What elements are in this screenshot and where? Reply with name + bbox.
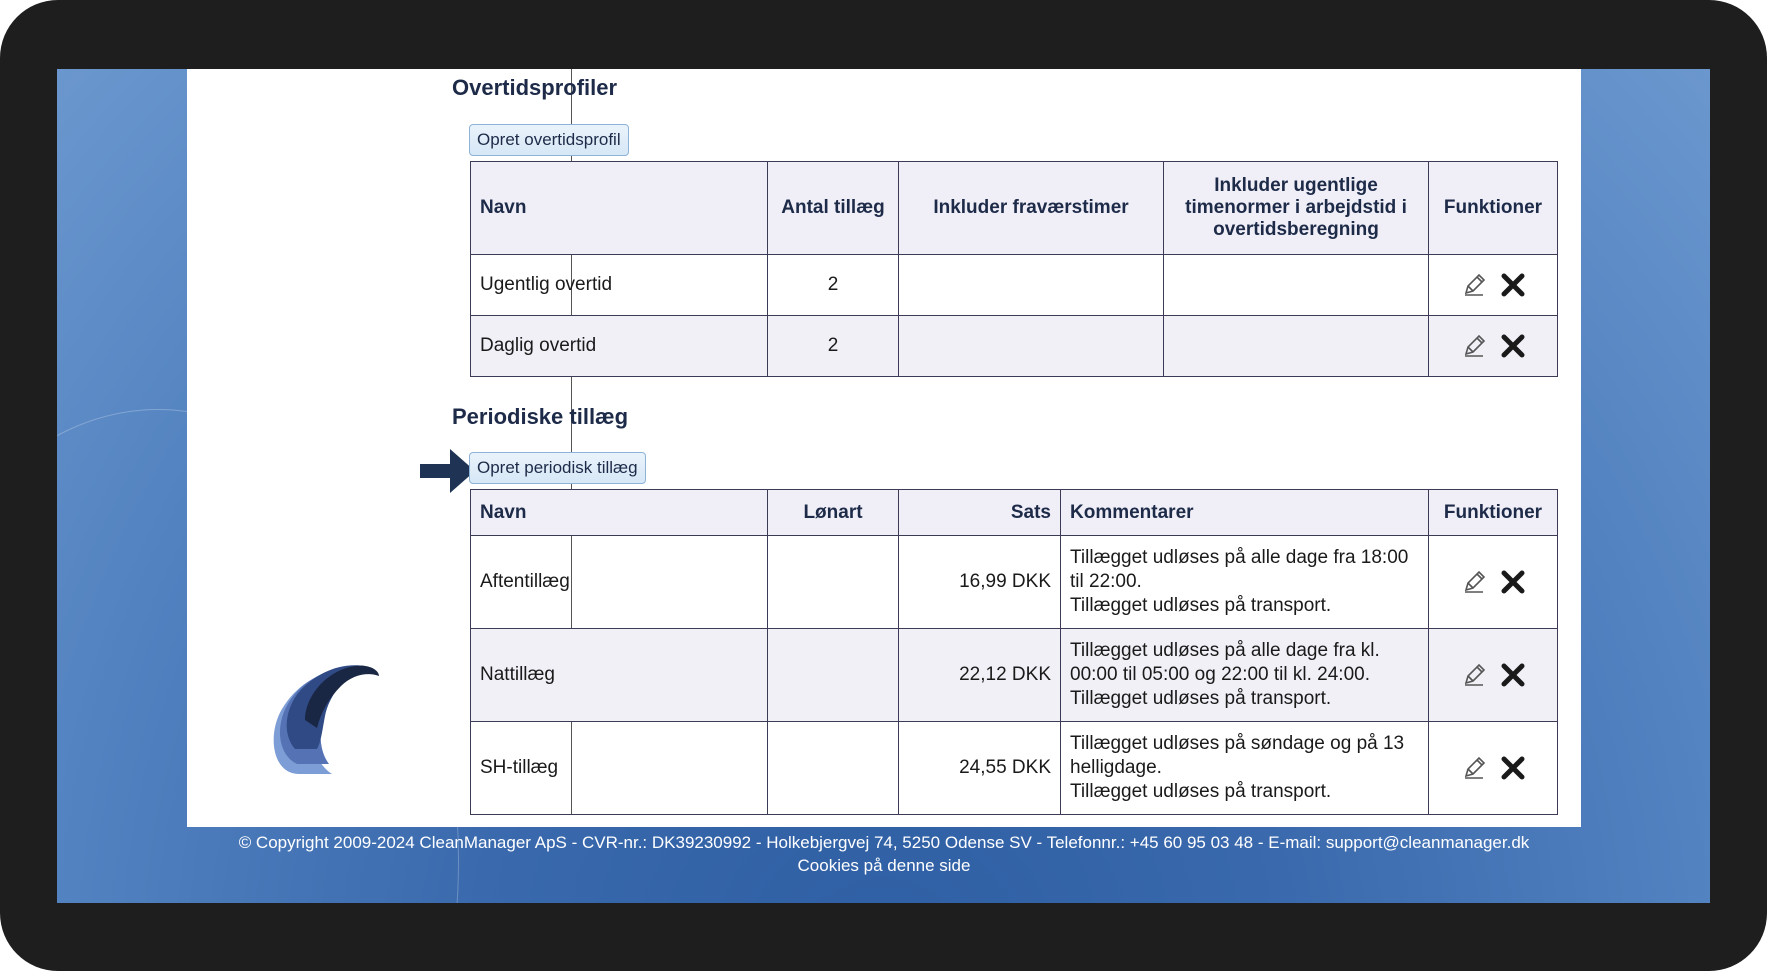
row-count: 2 [768,255,899,316]
row-functions [1429,316,1558,377]
comment-line: Tillægget udløses på transport. [1070,595,1332,616]
col-name: Navn [471,162,768,255]
close-icon[interactable] [1501,756,1525,780]
row-absence [899,316,1164,377]
col-rate: Sats [899,490,1061,536]
col-functions: Funktioner [1429,162,1558,255]
row-weekly [1164,316,1429,377]
row-comment [1061,629,1429,722]
pencil-icon[interactable] [1461,755,1487,781]
close-icon[interactable] [1501,663,1525,687]
col-weekly-norms: Inkluder ugentlige timenormer i arbejdstid i overtidsberegning [1164,162,1429,255]
table-header-row [471,162,1558,255]
overtime-table [470,161,1558,377]
row-rate: 16,99 DKK [899,536,1061,629]
comment-line: Tillægget udløses på alle dage fra 18:00 til 22:00. [1070,547,1409,592]
row-absence [899,255,1164,316]
create-periodic-allowance-button[interactable]: Opret periodisk tillæg [469,452,646,484]
col-wage-type: Lønart [768,490,899,536]
desktop-background [57,69,1710,903]
footer [187,831,1581,877]
row-name: Nattillæg [471,629,768,722]
arrow-right-icon [420,446,476,496]
col-name: Navn [471,490,768,536]
periodic-table [470,489,1558,815]
row-wage-type [768,629,899,722]
comment-line: Tillægget udløses på transport. [1070,688,1332,709]
create-overtime-profile-button[interactable]: Opret overtidsprofil [469,124,629,156]
pencil-icon[interactable] [1461,662,1487,688]
row-name: Daglig overtid [471,316,768,377]
table-row [471,536,1558,629]
comment-line: Tillægget udløses på søndage og på 13 helligdage. [1070,733,1405,778]
row-name: Ugentlig overtid [471,255,768,316]
row-functions [1429,536,1558,629]
close-icon[interactable] [1501,273,1525,297]
table-row [471,629,1558,722]
table-row [471,722,1558,815]
row-name: SH-tillæg [471,722,768,815]
pencil-icon[interactable] [1461,333,1487,359]
comment-line: Tillægget udløses på alle dage fra kl. 00:00 til 05:00 og 22:00 til kl. 24:00. [1070,640,1380,685]
close-icon[interactable] [1501,334,1525,358]
close-icon[interactable] [1501,570,1525,594]
pencil-icon[interactable] [1461,569,1487,595]
table-header-row [471,490,1558,536]
table-row [471,255,1558,316]
row-count: 2 [768,316,899,377]
row-functions [1429,629,1558,722]
row-weekly [1164,255,1429,316]
copyright-text: © Copyright 2009-2024 CleanManager ApS - CVR-nr.: DK39230992 - Holkebjergvej 74, 5250 Odense SV - Telefonnr.: +45 60 95 03 48 - E-mail: support@cleanmanager.dk [238,833,1530,852]
content-panel [187,69,1581,827]
row-functions [1429,255,1558,316]
row-functions [1429,722,1558,815]
pencil-icon[interactable] [1461,272,1487,298]
row-comment [1061,722,1429,815]
col-absence: Inkluder fraværstimer [899,162,1164,255]
overtime-heading: Overtidsprofiler [452,75,618,100]
cleanmanager-logo [237,624,397,809]
table-row [471,316,1558,377]
cookies-link[interactable]: Cookies på denne side [797,856,971,875]
comment-line: Tillægget udløses på transport. [1070,781,1332,802]
row-comment [1061,536,1429,629]
row-wage-type [768,722,899,815]
col-comments: Kommentarer [1061,490,1429,536]
periodic-heading: Periodiske tillæg [452,404,629,429]
row-rate: 24,55 DKK [899,722,1061,815]
col-count: Antal tillæg [768,162,899,255]
row-name: Aftentillæg [471,536,768,629]
row-wage-type [768,536,899,629]
col-functions: Funktioner [1429,490,1558,536]
row-rate: 22,12 DKK [899,629,1061,722]
